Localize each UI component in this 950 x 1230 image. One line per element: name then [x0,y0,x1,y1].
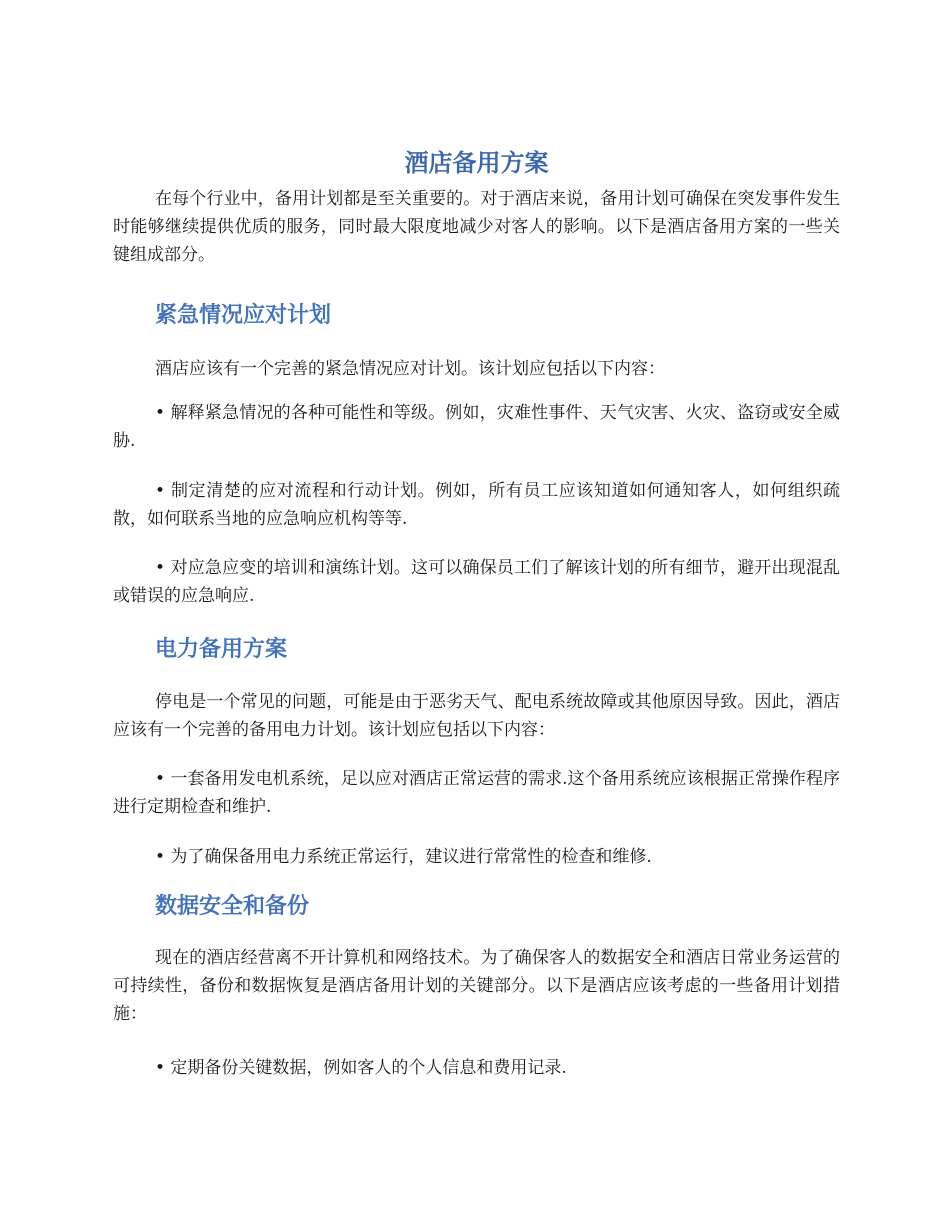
data-paragraph: 现在的酒店经营离不开计算机和网络技术。为了确保客人的数据安全和酒店日常业务运营的可持续性，备份和数据恢复是酒店备用计划的关键部分。以下是酒店应该考虑的一些备用计划措施： [113,948,840,1024]
emergency-bullet-2: • 制定清楚的应对流程和行动计划。例如，所有员工应该知道如何通知客人，如何组织疏散，如何联系当地的应急响应机构等等. [113,481,840,529]
emergency-bullet-1: • 解释紧急情况的各种可能性和等级。例如，灾难性事件、天气灾害、火灾、盗窃或安全威胁. [113,403,840,451]
section-heading-data: 数据安全和备份 [155,894,310,919]
emergency-paragraph: 酒店应该有一个完善的紧急情况应对计划。该计划应包括以下内容： [155,359,665,379]
data-bullet-1: • 定期备份关键数据，例如客人的个人信息和费用记录. [155,1058,567,1078]
document-title: 酒店备用方案 [404,149,549,177]
section-heading-emergency: 紧急情况应对计划 [155,303,332,328]
power-bullet-1: • 一套备用发电机系统，足以应对酒店正常运营的需求.这个备用系统应该根据正常操作程序进行定期检查和维护. [113,769,840,817]
intro-paragraph: 在每个行业中，备用计划都是至关重要的。对于酒店来说，备用计划可确保在突发事件发生时能够继续提供优质的服务，同时最大限度地减少对客人的影响。以下是酒店备用方案的一些关键组成部分。 [113,189,840,265]
section-heading-power: 电力备用方案 [155,637,288,662]
power-bullet-2: • 为了确保备用电力系统正常运行，建议进行常常性的检查和维修. [155,847,652,867]
power-paragraph: 停电是一个常见的问题，可能是由于恶劣天气、配电系统故障或其他原因导致。因此，酒店应该有一个完善的备用电力计划。该计划应包括以下内容： [113,692,840,740]
emergency-bullet-3: • 对应急应变的培训和演练计划。这可以确保员工们了解该计划的所有细节，避开出现混乱或错误的应急响应. [113,558,840,606]
